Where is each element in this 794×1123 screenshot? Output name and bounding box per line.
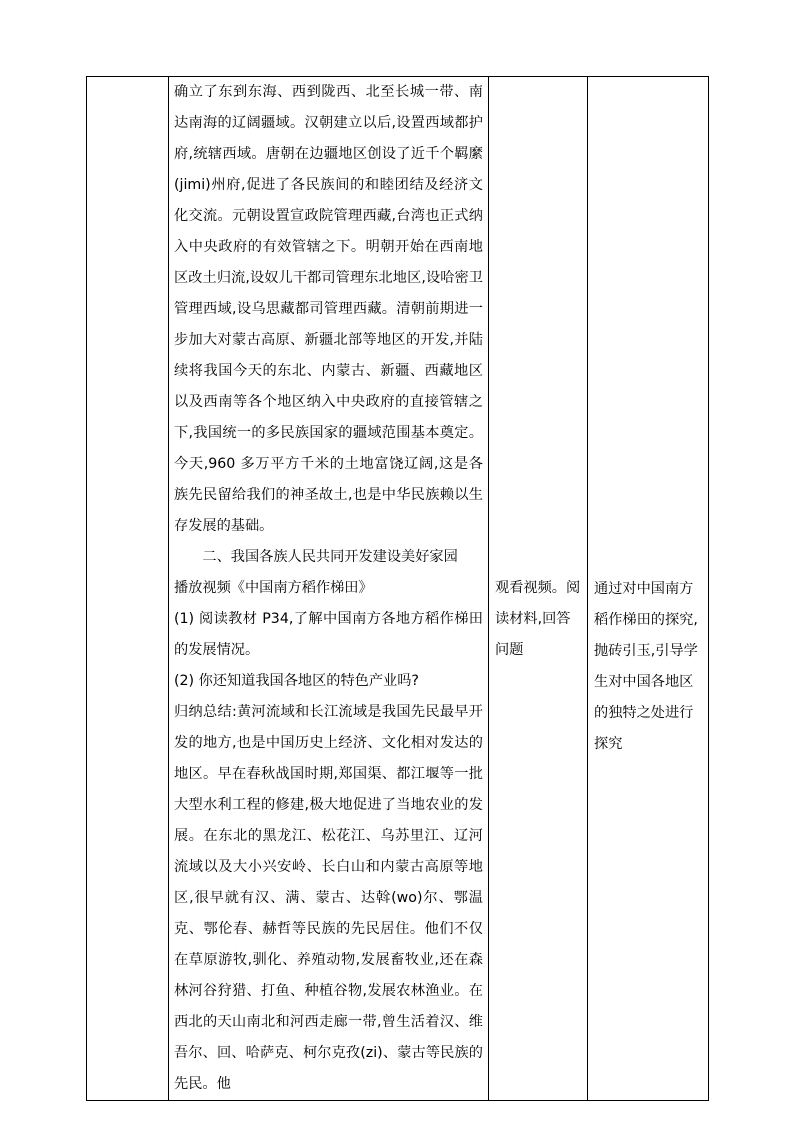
section-title: 二、我国各族人民共同开发建设美好家园 bbox=[202, 549, 458, 565]
question-1: (1) 阅读教材 P34,了解中国南方各地方稻作梯田的发展情况。 bbox=[174, 611, 483, 658]
question-2: (2) 你还知道我国各地区的特色产业吗? bbox=[174, 673, 419, 689]
student-activity-text: 观看视频。阅读材料,回答问题 bbox=[495, 580, 581, 658]
student-activity-cell bbox=[489, 77, 588, 1101]
teacher-activity-cell bbox=[169, 77, 489, 1101]
table-row bbox=[87, 77, 709, 1101]
design-intent-text: 通过对中国南方稻作梯田的探究,抛砖引玉,引导学生对中国各地区的独特之处进行探究 bbox=[594, 581, 698, 752]
stage-cell bbox=[87, 77, 169, 1101]
video-line: 播放视频《中国南方稻作梯田》 bbox=[174, 580, 373, 596]
history-paragraph: 确立了东到东海、西到陇西、北至长城一带、南达南海的辽阔疆域。汉朝建立以后,设置西域都护府,统辖西域。唐朝在边疆地区创设了近千个羁縻(jimi)州府,促进了各民族间的和睦团结及经济文化交流。元朝设置宣政院管理西藏,台湾也正式纳入中央政府的有效管辖之下。明朝开始在西南地区改土归流,设奴儿干都司管理东北地区,设哈密卫管理西域,设乌思藏都司管理西藏。清朝前期进一步加大对蒙古高原、新疆北部等地区的开发,并陆续将我国今天的东北、内蒙古、新疆、西藏地区以及西南等各个地区纳入中央政府的直接管辖之下,我国统一的多民族国家的疆域范围基本奠定。今天,960 多万平方千米的土地富饶辽阔,这是各族先民留给我们的神圣故土,也是中华民族赖以生存发展的基础。 bbox=[174, 84, 483, 534]
design-intent-cell bbox=[588, 77, 709, 1101]
summary-paragraph: 归纳总结:黄河流域和长江流域是我国先民最早开发的地方,也是中国历史上经济、文化相对发达的地区。早在春秋战国时期,郑国渠、都江堰等一批大型水利工程的修建,极大地促进了当地农业的发展。在东北的黑龙江、松花江、乌苏里江、辽河流域以及大小兴安岭、长白山和内蒙古高原等地区,很早就有汉、满、蒙古、达斡(wo)尔、鄂温克、鄂伦春、赫哲等民族的先民居住。他们不仅在草原游牧,驯化、养殖动物,发展畜牧业,还在森林河谷狩猎、打鱼、种植谷物,发展农林渔业。在西北的天山南北和河西走廊一带,曾生活着汉、维吾尔、回、哈萨克、柯尔克孜(zi)、蒙古等民族的先民。他 bbox=[174, 704, 483, 1092]
lesson-plan-table bbox=[86, 76, 709, 1101]
